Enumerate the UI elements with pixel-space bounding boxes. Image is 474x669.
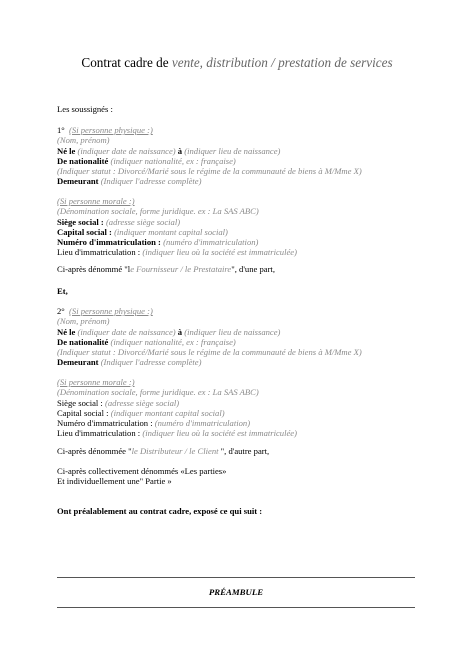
agreed-line: Ont préalablement au contrat cadre, exposé ce qui suit :: [57, 506, 263, 516]
party2-at-label: à: [177, 326, 183, 337]
party1-number: 1°: [57, 125, 65, 135]
party2-seat-line: [57, 398, 454, 408]
party2-physical-label: (Si personne physique :): [69, 306, 153, 316]
et-block: [57, 286, 454, 296]
party2-born-date-hint: (indiquer date de naissance): [77, 326, 176, 337]
party2-moral-block: [57, 377, 454, 439]
party2-name-hint: (Nom, prénom): [57, 316, 110, 327]
party1-residence-hint: (Indiquer l'adresse complète): [100, 176, 202, 187]
party1-moral-label: (Si personne morale :): [57, 196, 135, 206]
party1-born-date-hint: (indiquer date de naissance): [77, 145, 176, 156]
party1-designation-italic: e Fournisseur / le Prestataire: [130, 264, 232, 274]
party2-registration-label: Numéro d'immatriculation :: [57, 418, 153, 429]
party1-physical-block: [57, 125, 454, 187]
party2-registration-hint: (numéro d'immatriculation): [154, 418, 251, 429]
party2-nationality-hint: (indiquer nationalité, ex : française): [110, 336, 236, 347]
party1-at-label: à: [177, 145, 183, 156]
party1-residence-label: Demeurant: [57, 176, 99, 187]
party1-residence-line: [57, 176, 454, 186]
party2-designation-prefix: Ci-après dénommée ": [57, 446, 132, 456]
party2-nationality-line: [57, 337, 454, 347]
party1-registration-line: [57, 237, 454, 247]
party1-capital-label: Capital social :: [57, 226, 112, 237]
party2-status-hint: (Indiquer statut : Divorcé/Marié sous le régime de la communauté de biens à M/Mme X): [57, 347, 362, 358]
party2-registration-place-label: Lieu d'immatriculation :: [57, 428, 141, 439]
party2-born-place-hint: (indiquer lieu de naissance): [184, 326, 281, 337]
party2-residence-line: [57, 357, 454, 367]
party2-designation-italic: le Distributeur / le Client: [131, 446, 221, 456]
party1-registration-hint: (numéro d'immatriculation): [163, 237, 259, 248]
et-label: Et,: [57, 286, 68, 296]
party1-designation: [57, 264, 454, 274]
agreed-block: [57, 506, 454, 516]
party2-designation-block: [57, 446, 454, 456]
party2-moral-label: (Si personne morale :): [57, 377, 135, 387]
party1-designation-block: [57, 264, 454, 274]
preambule-bottom-rule: [57, 607, 415, 608]
party2-residence-label: Demeurant: [57, 357, 99, 368]
party1-nationality-label: De nationalité: [57, 155, 109, 166]
party2-residence-hint: (Indiquer l'adresse complète): [100, 357, 202, 368]
document-title: [0, 55, 474, 71]
party2-capital-hint: (indiquer montant capital social): [110, 407, 225, 418]
party1-moral-block: [57, 196, 454, 258]
party1-registration-place-hint: (indiquer lieu où la société est immatriculée): [142, 247, 297, 258]
party2-designation: [57, 446, 454, 456]
party1-status-hint: (Indiquer statut : Divorcé/Marié sous le régime de la communauté de biens à M/Mme X): [57, 166, 362, 177]
party2-header: [57, 306, 454, 316]
party2-seat-label: Siège social :: [57, 397, 103, 408]
party1-header: [57, 125, 454, 135]
party1-born-place-hint: (indiquer lieu de naissance): [184, 145, 281, 156]
party2-registration-place-line: [57, 428, 454, 438]
party1-physical-label: (Si personne physique :): [69, 125, 153, 135]
party1-name-hint: (Nom, prénom): [57, 135, 110, 146]
soussignes-label: Les soussignés :: [57, 104, 113, 114]
party1-nationality-hint: (indiquer nationalité, ex : française): [110, 155, 236, 166]
party2-designation-suffix: ", d'autre part,: [220, 446, 270, 456]
party2-birth-line: [57, 327, 454, 337]
party2-registration-line: [57, 418, 454, 428]
individual-line: Et individuellement une" Partie »: [57, 476, 172, 487]
party1-registration-label: Numéro d'immatriculation :: [57, 237, 161, 248]
party1-nationality-line: [57, 156, 454, 166]
party2-registration-place-hint: (indiquer lieu où la société est immatriculée): [142, 428, 297, 439]
party2-born-label: Né le: [57, 326, 76, 337]
party1-denomination-hint: (Dénomination sociale, forme juridique. ex : La SAS ABC): [57, 206, 259, 217]
party2-physical-block: [57, 306, 454, 368]
party2-capital-label: Capital social :: [57, 407, 109, 418]
party1-registration-place-label: Lieu d'immatriculation :: [57, 247, 141, 258]
soussignes-block: [57, 104, 454, 114]
party2-seat-hint: (adresse siège social): [104, 397, 180, 408]
party1-born-label: Né le: [57, 145, 76, 156]
party2-nationality-label: De nationalité: [57, 336, 109, 347]
party2-number: 2°: [57, 306, 65, 316]
party1-capital-hint: (indiquer montant capital social): [114, 226, 228, 237]
party1-seat-line: [57, 217, 454, 227]
party1-birth-line: [57, 146, 454, 156]
preambule-top-rule: [57, 577, 415, 578]
title-prefix: Contrat cadre de: [81, 55, 169, 70]
collective-line: Ci-après collectivement dénommés «Les parties»: [57, 466, 227, 476]
party1-seat-label: Siège social :: [57, 216, 104, 227]
preambule-heading: PRÉAMBULE: [208, 587, 264, 597]
title-italic: vente, distribution / prestation de services: [171, 55, 393, 70]
party1-registration-place-line: [57, 247, 454, 257]
party1-designation-suffix: ", d'une part,: [231, 264, 275, 274]
party2-capital-line: [57, 408, 454, 418]
collective-block: [57, 466, 454, 487]
party1-seat-hint: (adresse siège social): [105, 216, 181, 227]
party1-designation-prefix: Ci-après dénommé "l: [57, 264, 131, 274]
party1-capital-line: [57, 227, 454, 237]
party2-denomination-hint: (Dénomination sociale, forme juridique. ex : La SAS ABC): [57, 387, 259, 398]
